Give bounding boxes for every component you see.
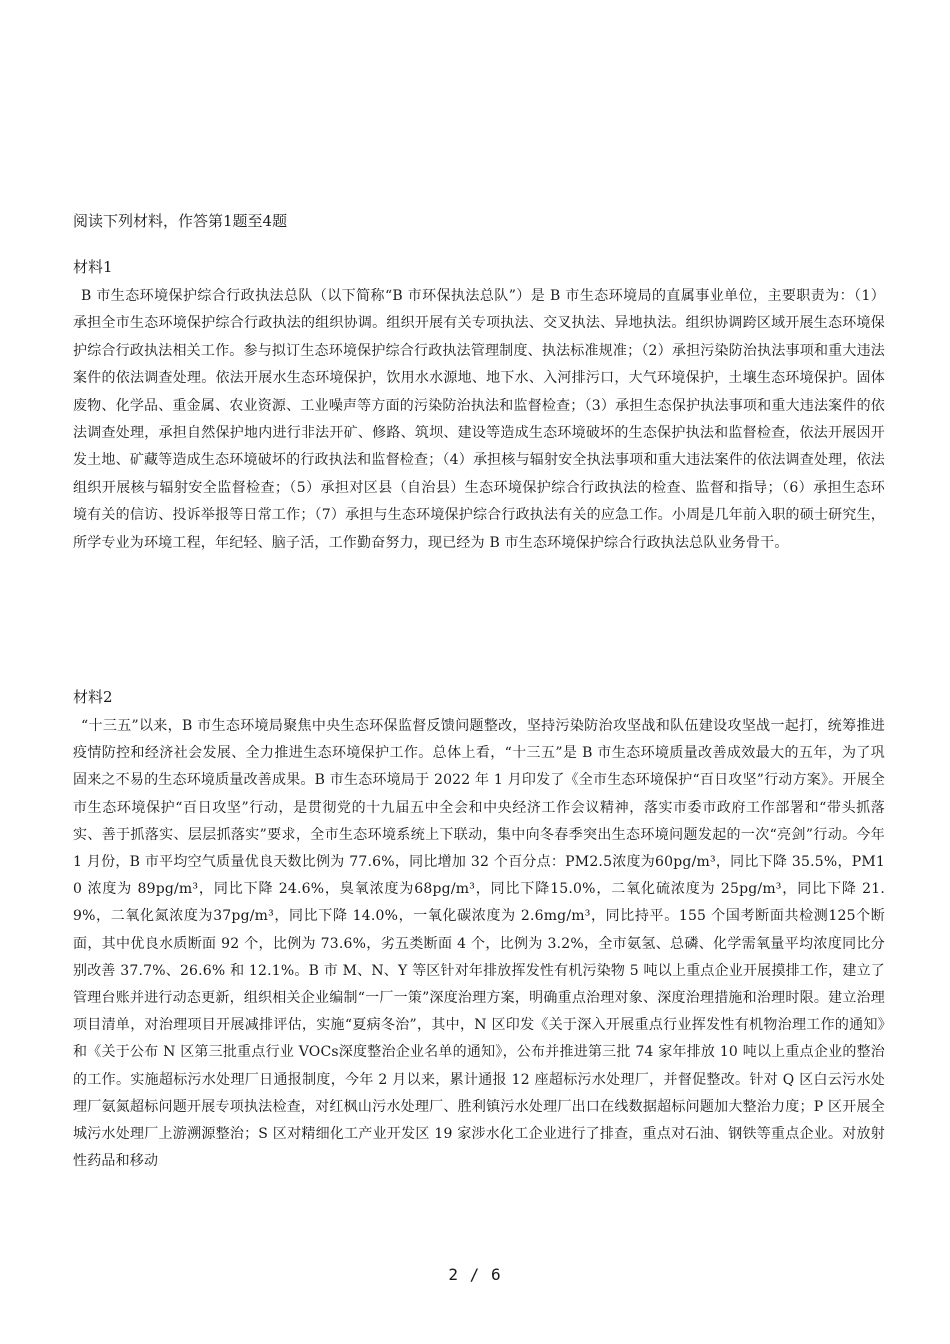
material-1-body: B 市生态环境保护综合行政执法总队（以下简称“B 市环保执法总队”）是 B 市生态环境局的直属事业单位，主要职责为：（1）承担全市生态环境保护综合行政执法的组织协调。组织开展有关专项执法、交叉执法、异地执法。组织协调跨区域开展生态环境保护综合行政执法相关工作。参与拟订生态环境保护综合行政执法管理制度、执法标准规准；（2）承担污染防治执法事项和重大违法案件的依法调查处理。依法开展水生态环境保护，饮用水水源地、地下水、入河排污口，大气环境保护，土壤生态环境保护。固体废物、化学品、重金属、农业资源、工业噪声等方面的污染防治执法和监督检查；（3）承担生态保护执法事项和重大违法案件的依法调查处理，承担自然保护地内进行非法开矿、修路、筑坝、建设等造成生态环境破坏的生态保护执法和监督检查，依法开展因开发土地、矿藏等造成生态环境破坏的行政执法和监督检查；（4）承担核与辐射安全执法事项和重大违法案件的依法调查处理，依法组织开展核与辐射安全监督检查；（5）承担对区县（自治县）生态环境保护综合行政执法的检查、监督和指导；（6）承担生态环境有关的信访、投诉举报等日常工作；（7）承担与生态环境保护综合行政执法有关的应急工作。小周是几年前入职的硕士研究生，所学专业为环境工程，年纪轻、脑子活，工作勤奋努力，现已经为 B 市生态环境保护综合行政执法总队业务骨干。 bbox=[73, 288, 885, 551]
material-1-title: 材料1 bbox=[73, 258, 113, 276]
page-number: 2 / 6 bbox=[448, 1265, 502, 1284]
material-2-body: “十三五”以来，B 市生态环境局聚焦中央生态环保监督反馈问题整改，坚持污染防治攻坚战和队伍建设攻坚战一起打，统筹推进疫情防控和经济社会发展、全力推进生态环境保护工作。总体上看，“十三五”是 B 市生态环境质量改善成效最大的五年，为了巩固来之不易的生态环境质量改善成果。B 市生态环境局于 2022 年 1 月印发了《全市生态环境保护“百日攻坚”行动方案》。开展全市生态环境保护“百日攻坚”行动，是贯彻党的十九届五中全会和中央经济工作会议精神，落实市委市政府工作部署和“带头抓落实、善于抓落实、层层抓落实”要求，全市生态环境系统上下联动，集中向冬春季突出生态环境问题发起的一次“亮剑”行动。今年 1 月份，B 市平均空气质量优良天数比例为 77.6%，同比增加 32 个百分点：PM2.5浓度为60pg/m³，同比下降 35.5%，PM10 浓度为 89pg/m³，同比下降 24.6%，臭氧浓度为68pg/m³，同比下降15.0%，二氧化硫浓度为 25pg/m³，同比下降 21.9%，二氧化氮浓度为37pg/m³，同比下降 14.0%，一氧化碳浓度为 2.6mg/m³，同比持平。155 个国考断面共检测125个断面，其中优良水质断面 92 个，比例为 73.6%，劣五类断面 4 个，比例为 3.2%，全市氨氢、总磷、化学需氧量平均浓度同比分别改善 37.7%、26.6% 和 12.1%。B 市 M、N、Y 等区针对年排放挥发性有机污染物 5 吨以上重点企业开展摸排工作，建立了管理台账并进行动态更新，组织相关企业编制“一厂一策”深度治理方案，明确重点治理对象、深度治理措施和治理时限。建立治理项目清单，对治理项目开展减排评估，实施“夏病冬治”，其中，N 区印发《关于深入开展重点行业挥发性有机物治理工作的通知》和《关于公布 N 区第三批重点行业 VOCs深度整治企业名单的通知》，公布并推进第三批 74 家年排放 10 吨以上重点企业的整治的工作。实施超标污水处理厂日通报制度，今年 2 月以来，累计通报 12 座超标污水处理厂，并督促整改。针对 Q 区白云污水处理厂氨氮超标问题开展专项执法检查，对红枫山污水处理厂、胜利镇污水处理厂出口在线数据超标问题加大整治力度；P 区开展全城污水处理厂上游溯源整治；S 区对精细化工产业开发区 19 家涉水化工企业进行了排查，重点对石油、钢铁等重点企业。对放射性药品和移动 bbox=[73, 718, 885, 1170]
material-2-title: 材料2 bbox=[73, 688, 113, 706]
reading-instruction: 阅读下列材料，作答第1题至4题 bbox=[73, 212, 288, 230]
